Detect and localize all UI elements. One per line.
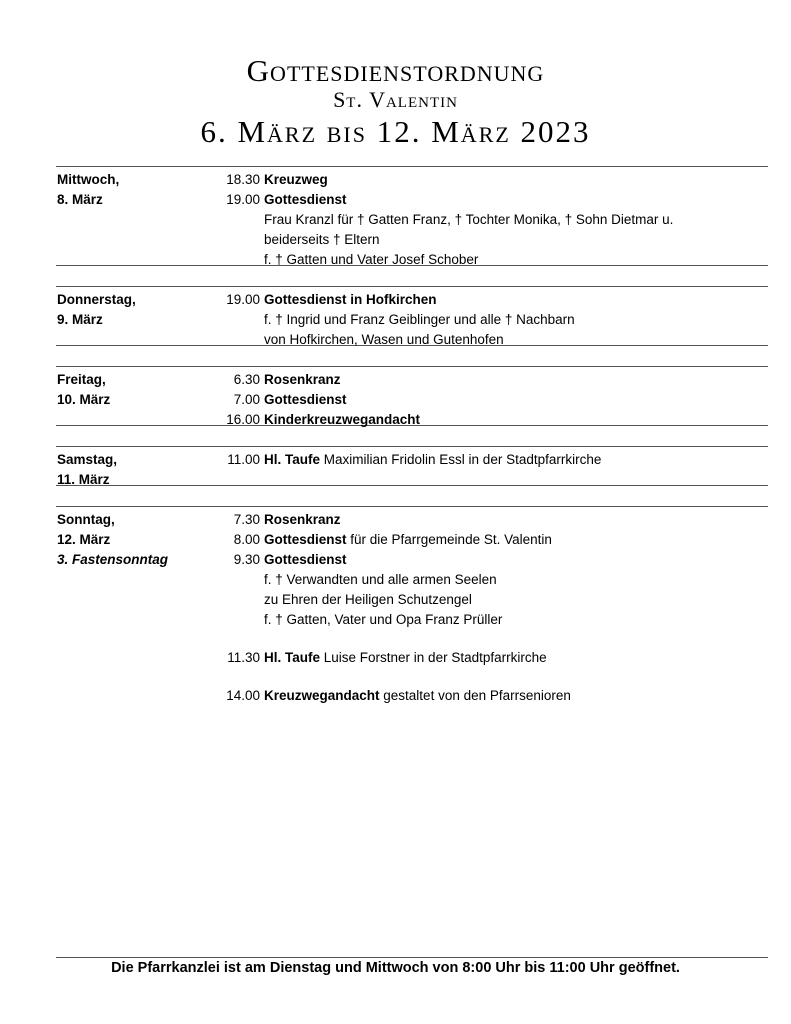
day-block-friday	[56, 366, 768, 426]
day-label: Sonntag, 12. März 3. Fastensonntag	[57, 510, 168, 570]
day-label: Donnerstag, 9. März	[57, 292, 136, 327]
service-entry: 16.00 Kinderkreuzwegandacht	[226, 412, 421, 427]
service-entry: 14.00 Kreuzwegandacht gestaltet von den Pfarrsenioren	[226, 688, 571, 703]
service-list	[210, 370, 770, 430]
parish-name: St. Valentin	[333, 87, 458, 112]
day-label: Freitag, 10. März	[57, 372, 111, 407]
day-block-wednesday	[56, 166, 768, 266]
service-entry: 11.30 Hl. Taufe Luise Forstner in der Stadtpfarrkirche	[227, 650, 547, 665]
service-entry: 6.30 Rosenkranz	[233, 372, 341, 387]
service-entry: 19.00 Gottesdienst in Hofkirchen	[226, 292, 437, 307]
service-list	[210, 290, 770, 350]
day-block-thursday	[56, 286, 768, 346]
intention-line: f. † Gatten und Vater Josef Schober	[264, 252, 479, 267]
service-list	[210, 450, 770, 470]
service-list	[210, 170, 770, 270]
service-entry: 8.00 Gottesdienst für die Pfarrgemeinde St. Valentin	[233, 532, 552, 547]
intention-line: von Hofkirchen, Wasen und Gutenhofen	[264, 332, 504, 347]
day-block-saturday	[56, 446, 768, 486]
service-entry: 19.00 Gottesdienst	[226, 192, 347, 207]
service-entry: 11.00 Hl. Taufe Maximilian Fridolin Essl in der Stadtpfarrkirche	[227, 452, 602, 467]
date-range: 6. März bis 12. März 2023	[200, 114, 591, 149]
intention-line: zu Ehren der Heiligen Schutzengel	[264, 592, 472, 607]
page-header	[0, 54, 791, 152]
intention-line: Frau Kranzl für † Gatten Franz, † Tochter Monika, † Sohn Dietmar u.	[264, 212, 674, 227]
day-block-sunday	[56, 506, 768, 707]
service-entry: 18.30 Kreuzweg	[226, 172, 328, 187]
service-entry: 7.00 Gottesdienst	[233, 392, 347, 407]
intention-line: beiderseits † Eltern	[264, 232, 380, 247]
service-entry: 9.30 Gottesdienst	[233, 552, 347, 567]
intention-line: f. † Gatten, Vater und Opa Franz Prüller	[264, 612, 503, 627]
footer-divider	[56, 957, 768, 958]
day-label: Samstag, 11. März	[57, 452, 118, 487]
service-list	[210, 510, 770, 706]
day-label: Mittwoch, 8. März	[57, 172, 120, 207]
office-hours-notice: Die Pfarrkanzlei ist am Dienstag und Mittwoch von 8:00 Uhr bis 11:00 Uhr geöffnet.	[111, 960, 680, 976]
service-entry: 7.30 Rosenkranz	[233, 512, 341, 527]
liturgical-note: 3. Fastensonntag	[57, 552, 169, 567]
page-title: Gottesdienstordnung	[246, 53, 545, 88]
intention-line: f. † Verwandten und alle armen Seelen	[264, 572, 497, 587]
intention-line: f. † Ingrid und Franz Geiblinger und alle † Nachbarn	[264, 312, 575, 327]
